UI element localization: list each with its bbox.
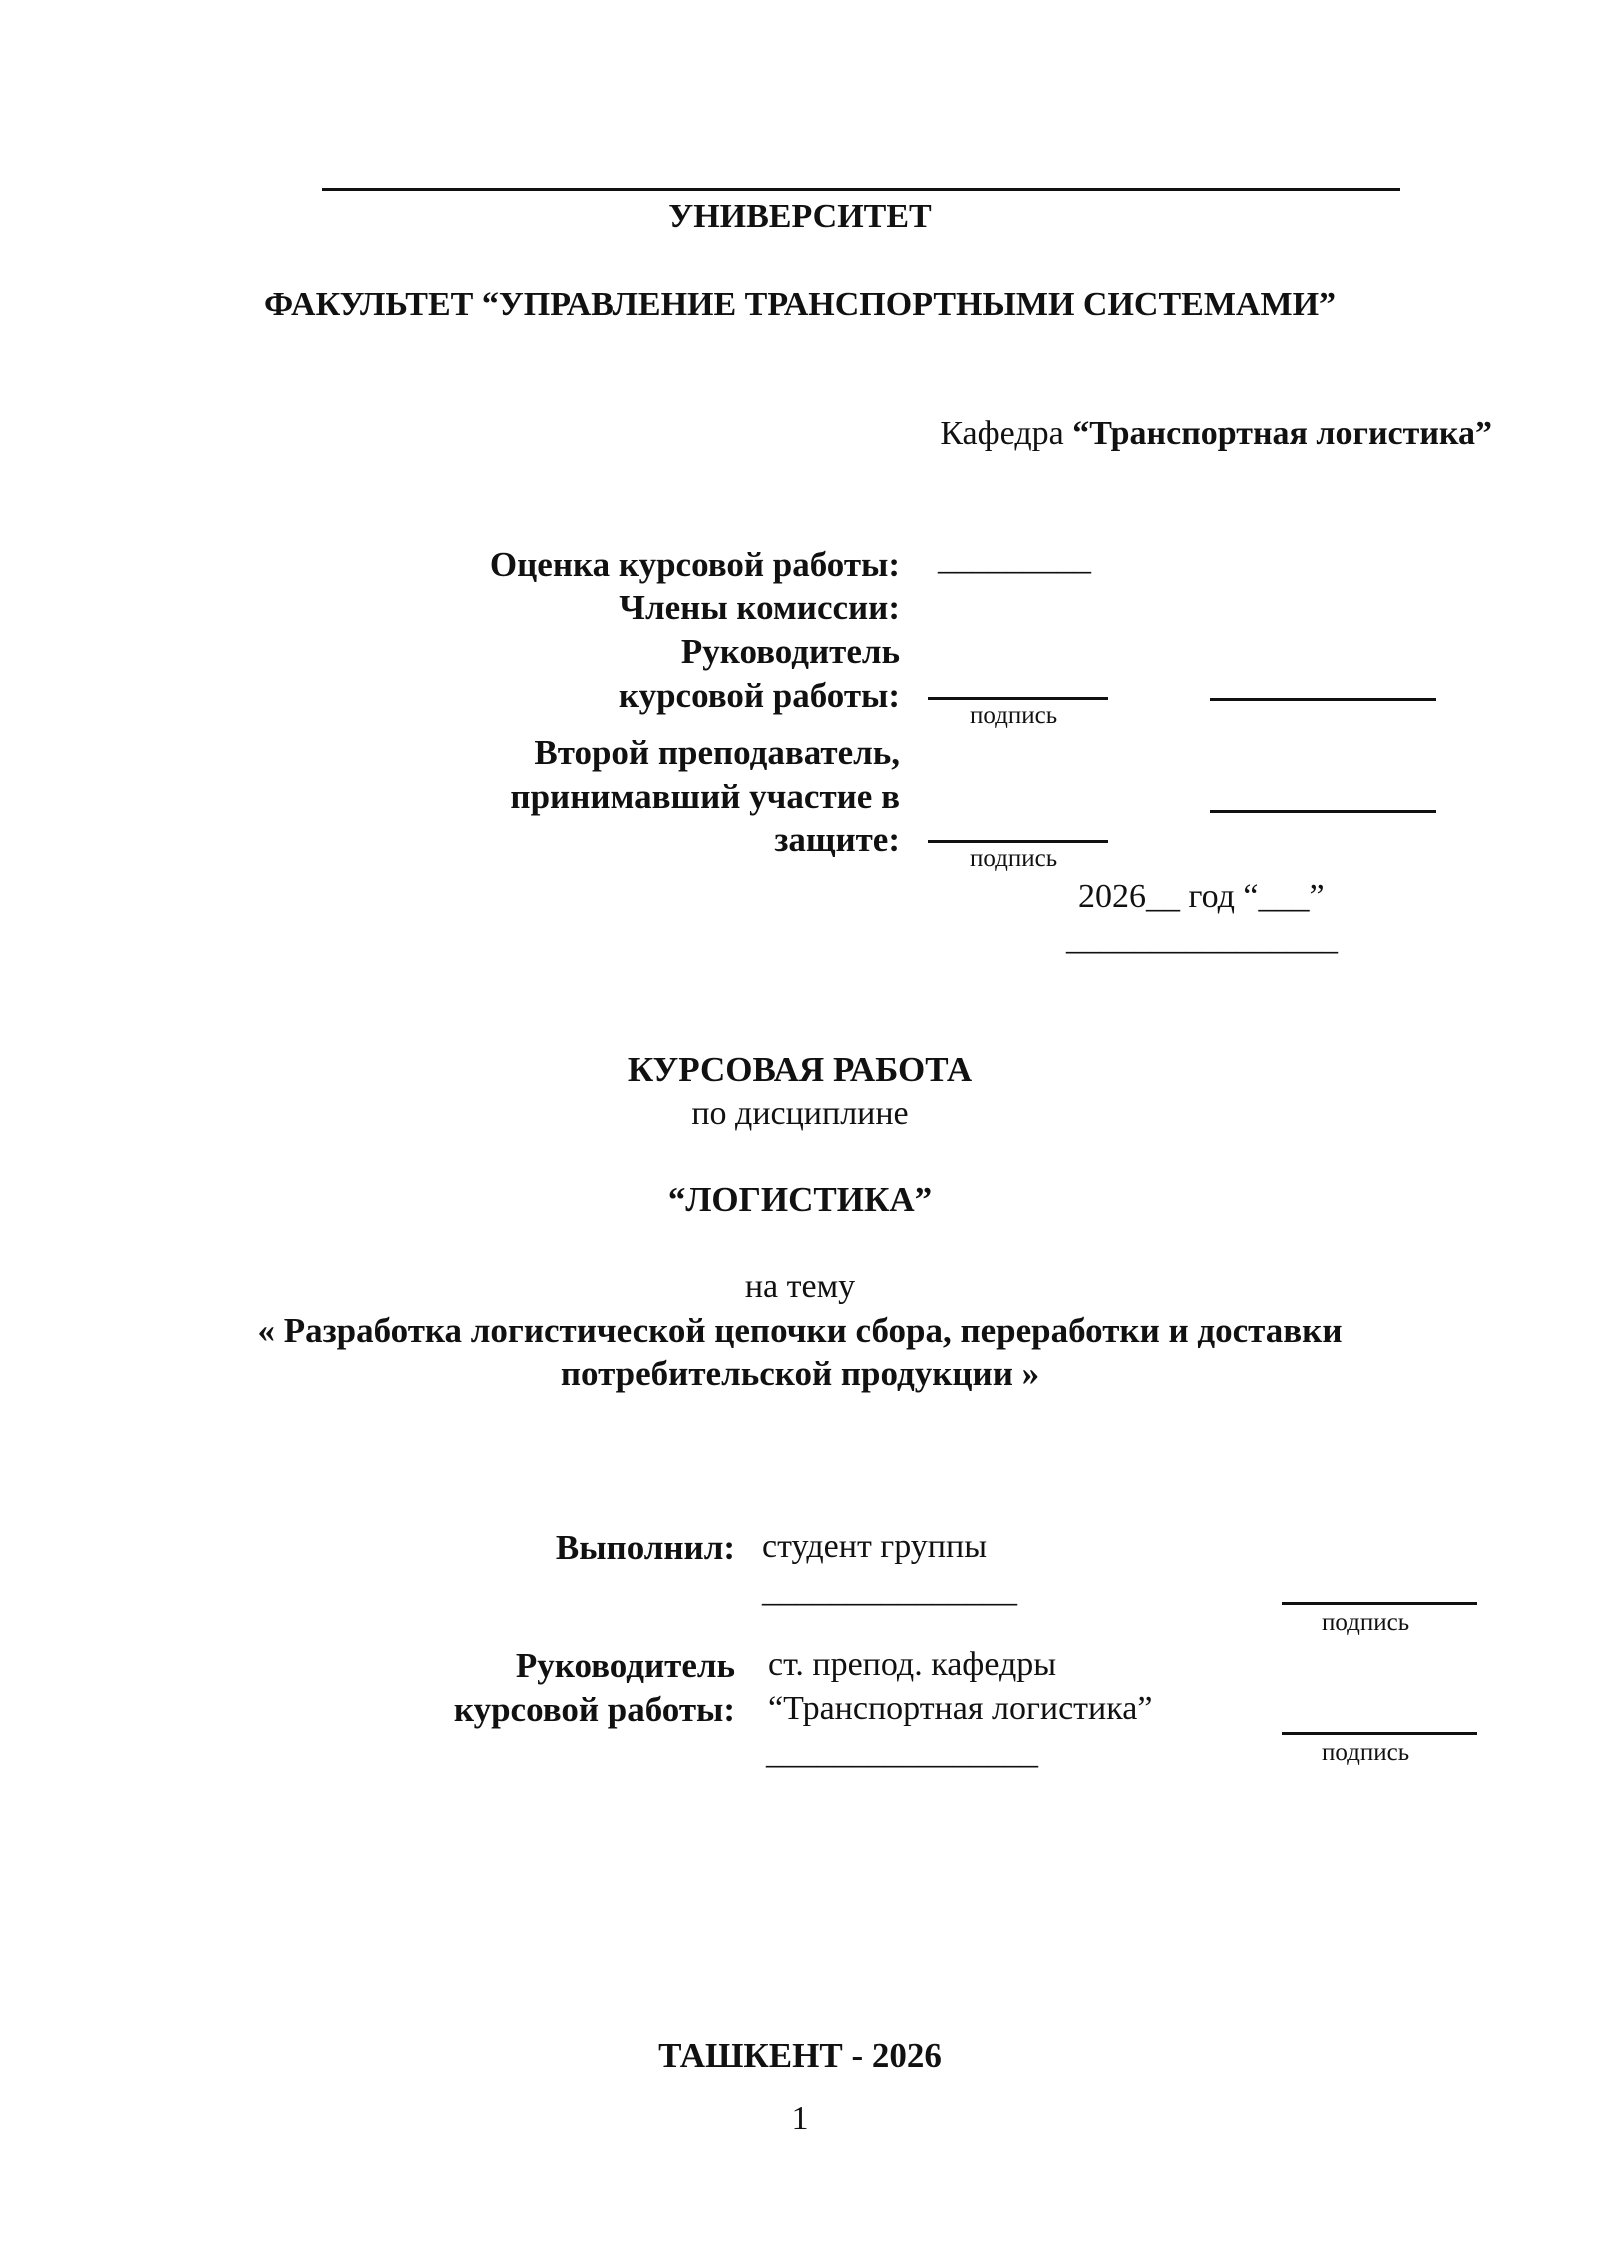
supervisor-signature-line (928, 697, 1108, 700)
second-teacher-line-3: защите: (774, 820, 900, 859)
topic-prefix: на тему (744, 1268, 856, 1305)
supervisor-label-line-2: курсовой работы: (618, 676, 900, 715)
top-rule (322, 188, 1400, 191)
department-prefix: Кафедра (940, 415, 1073, 452)
discipline-title: “ЛОГИСТИКА” (667, 1180, 933, 1219)
department-name: “Транспортная логистика” (1072, 415, 1492, 452)
discipline-prefix: по дисциплине (691, 1095, 909, 1132)
second-teacher-name-line (1210, 810, 1436, 813)
supervisor-signature-caption-bottom: подпись (1322, 1739, 1410, 1766)
university-title: УНИВЕРСИТЕТ (668, 198, 932, 235)
department-line (940, 415, 1492, 453)
group-blank: _______________ (762, 1572, 1017, 1609)
authors-supervisor-label-2: курсовой работы: (453, 1690, 735, 1729)
topic-line-2: потребительской продукции » (560, 1354, 1040, 1393)
performed-value: студент группы (762, 1528, 988, 1565)
topic-line-1: « Разработка логистической цепочки сбора, переработки и доставки (257, 1311, 1343, 1350)
authors-supervisor-value-1: ст. препод. кафедры (768, 1646, 1057, 1683)
supervisor-label-line-1: Руководитель (680, 632, 900, 671)
supervisor-blank: ________________ (766, 1734, 1038, 1771)
page-number: 1 (791, 2100, 809, 2137)
date-line: 2026__ год “___” (1078, 878, 1325, 915)
supervisor-signature-caption: подпись (970, 702, 1058, 729)
city-year: ТАШКЕНТ - 2026 (658, 2036, 942, 2075)
second-teacher-signature-caption: подпись (970, 845, 1058, 872)
supervisor-name-line (1210, 698, 1436, 701)
second-teacher-line-2: принимавший участие в (510, 777, 900, 816)
grade-label: Оценка курсовой работы: (489, 545, 900, 584)
grade-blank: _________ (938, 540, 1091, 577)
faculty-title: ФАКУЛЬТЕТ “УПРАВЛЕНИЕ ТРАНСПОРТНЫМИ СИСТЕМАМИ” (263, 286, 1337, 323)
second-teacher-line-1: Второй преподаватель, (534, 733, 900, 772)
student-signature-line (1282, 1602, 1477, 1605)
supervisor-signature-line-bottom (1282, 1732, 1477, 1735)
date-blank: ________________ (1066, 920, 1338, 957)
performed-label: Выполнил: (555, 1528, 735, 1567)
student-signature-caption: подпись (1322, 1609, 1410, 1636)
authors-supervisor-value-2: “Транспортная логистика” (768, 1690, 1153, 1727)
authors-supervisor-label-1: Руководитель (515, 1646, 735, 1685)
work-type-title: КУРСОВАЯ РАБОТА (627, 1050, 973, 1089)
committee-label: Члены комиссии: (619, 588, 900, 627)
second-teacher-signature-line (928, 840, 1108, 843)
